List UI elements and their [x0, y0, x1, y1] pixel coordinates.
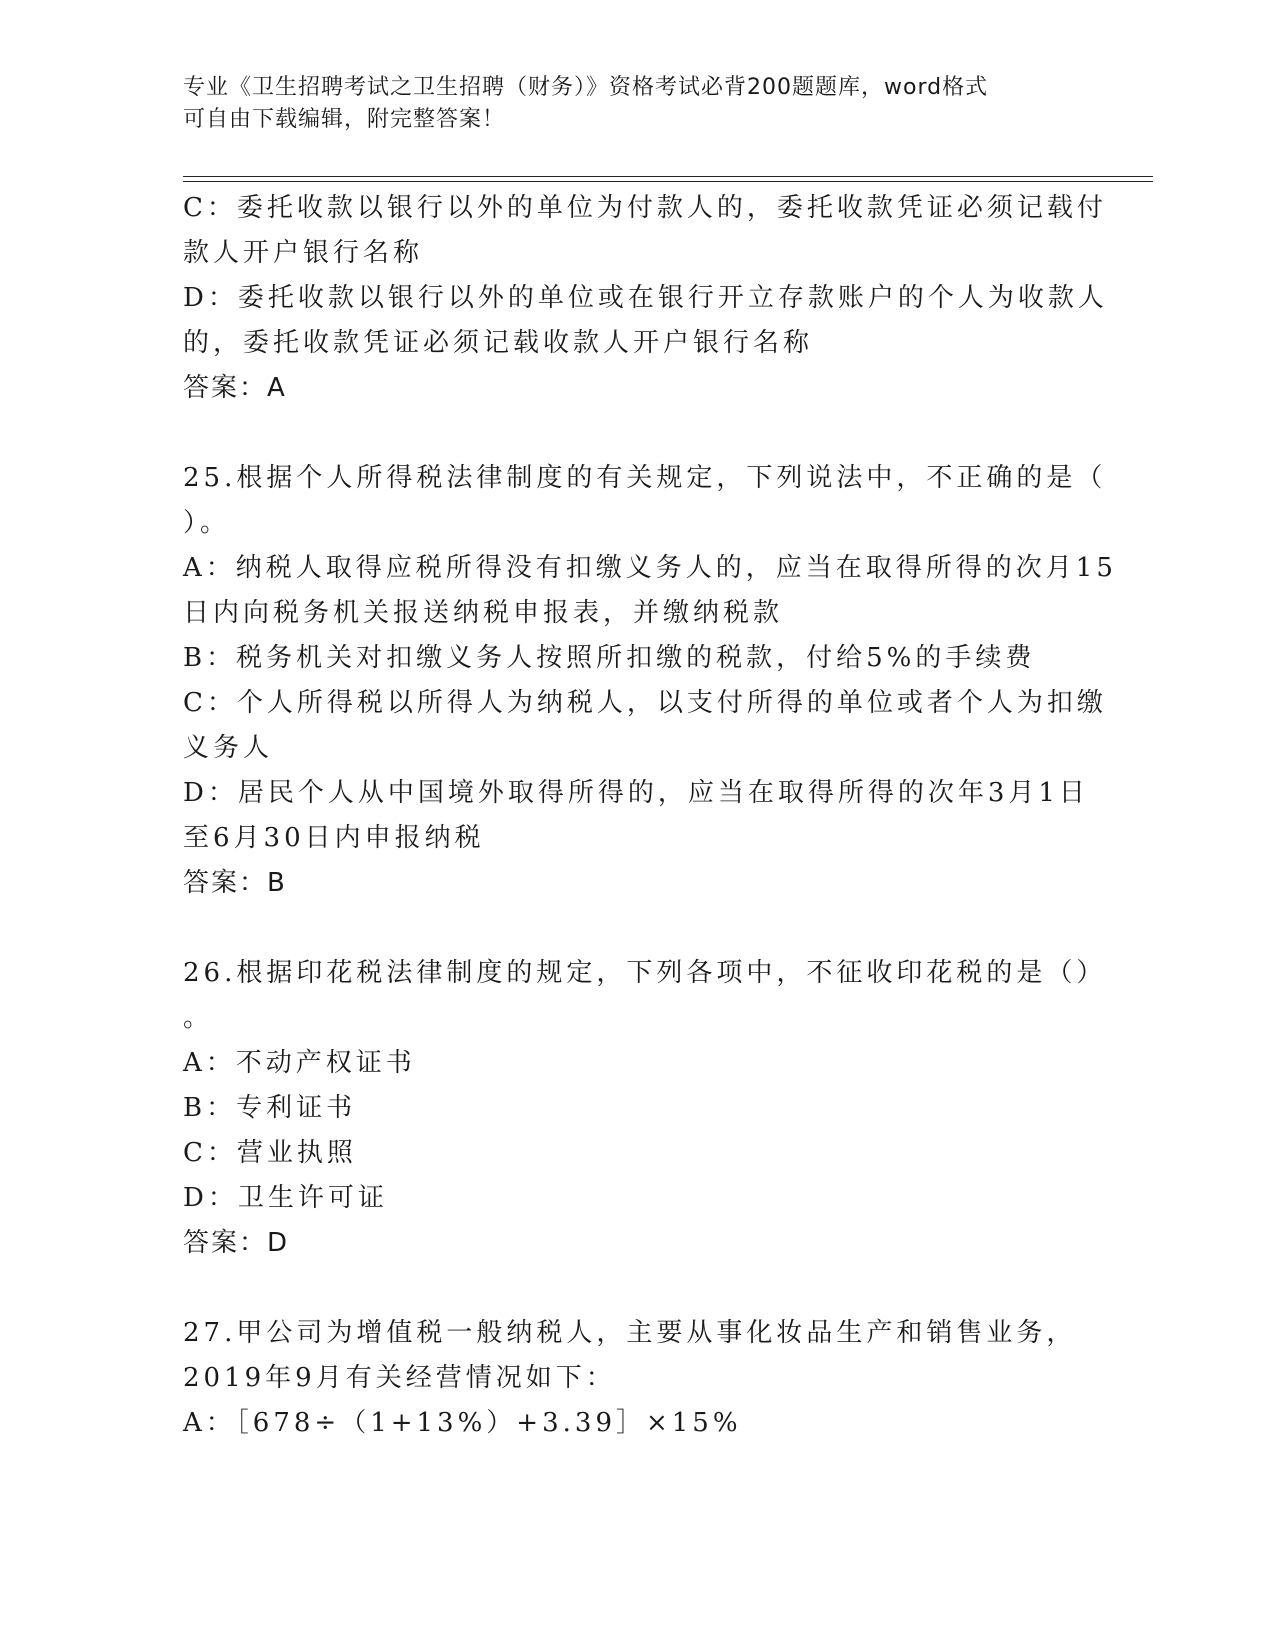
header-rule-bottom: [183, 181, 1153, 182]
option-a-line-1: A：纳税人取得应税所得没有扣缴义务人的，应当在取得所得的次月15: [183, 553, 1117, 583]
question-26: [183, 951, 1107, 1266]
answer-line: 答案：B: [183, 868, 287, 898]
option-b-line-1: B：税务机关对扣缴义务人按照所扣缴的税款，付给5%的手续费: [183, 643, 1036, 673]
option-d-line-2: 至6月30日内申报纳税: [183, 823, 485, 853]
answer-line: 答案：A: [183, 373, 287, 403]
header-rule-top: [183, 176, 1153, 177]
document-body: [183, 186, 1117, 1446]
question-stem-line-1: 25.根据个人所得税法律制度的有关规定，下列说法中，不正确的是（: [183, 463, 1107, 493]
option-d-line-2: 的，委托收款凭证必须记载收款人开户银行名称: [183, 328, 814, 358]
question-24-continued: [183, 186, 1108, 411]
option-a-line-2: 日内向税务机关报送纳税申报表，并缴纳税款: [183, 598, 784, 628]
option-c-line-1: C：个人所得税以所得人为纳税人，以支付所得的单位或者个人为扣缴: [183, 688, 1107, 718]
option-d-line-1: D：卫生许可证: [183, 1183, 388, 1213]
question-stem-line-2: 2019年9月有关经营情况如下：: [183, 1363, 616, 1393]
question-stem-line-2: ）。: [183, 508, 231, 538]
option-c-line-2: 款人开户银行名称: [183, 238, 424, 268]
question-stem-line-1: 26.根据印花税法律制度的规定，下列各项中，不征收印花税的是（）: [183, 958, 1107, 988]
question-stem-line-2: 。: [183, 1003, 214, 1033]
question-stem-line-1: 27.甲公司为增值税一般纳税人，主要从事化妆品生产和销售业务，: [183, 1318, 1077, 1348]
option-c-line-1: C：营业执照: [183, 1138, 357, 1168]
header-line-1: 专业《卫生招聘考试之卫生招聘（财务）》资格考试必背200题题库，word格式: [183, 75, 989, 100]
spacer: [183, 411, 1083, 456]
option-c-line-2: 义务人: [183, 733, 274, 763]
option-b-line-1: B：专利证书: [183, 1093, 357, 1123]
option-d-line-1: D：居民个人从中国境外取得所得的，应当在取得所得的次年3月1日: [183, 778, 1089, 808]
answer-line: 答案：D: [183, 1228, 290, 1258]
option-a-line-1: A：不动产权证书: [183, 1048, 416, 1078]
document-header: [183, 72, 1083, 136]
question-25: [183, 456, 1117, 906]
spacer: [183, 906, 1083, 951]
option-c-line-1: C：委托收款以银行以外的单位为付款人的，委托收款凭证必须记载付: [183, 193, 1107, 223]
header-line-2: 可自由下载编辑，附完整答案！: [183, 107, 506, 132]
option-d-line-1: D：委托收款以银行以外的单位或在银行开立存款账户的个人为收款人: [183, 283, 1108, 313]
spacer: [183, 1266, 1083, 1311]
question-27: [183, 1311, 1083, 1446]
option-a-line-1: A：［678÷（1+13%）+3.39］×15%: [183, 1408, 742, 1438]
